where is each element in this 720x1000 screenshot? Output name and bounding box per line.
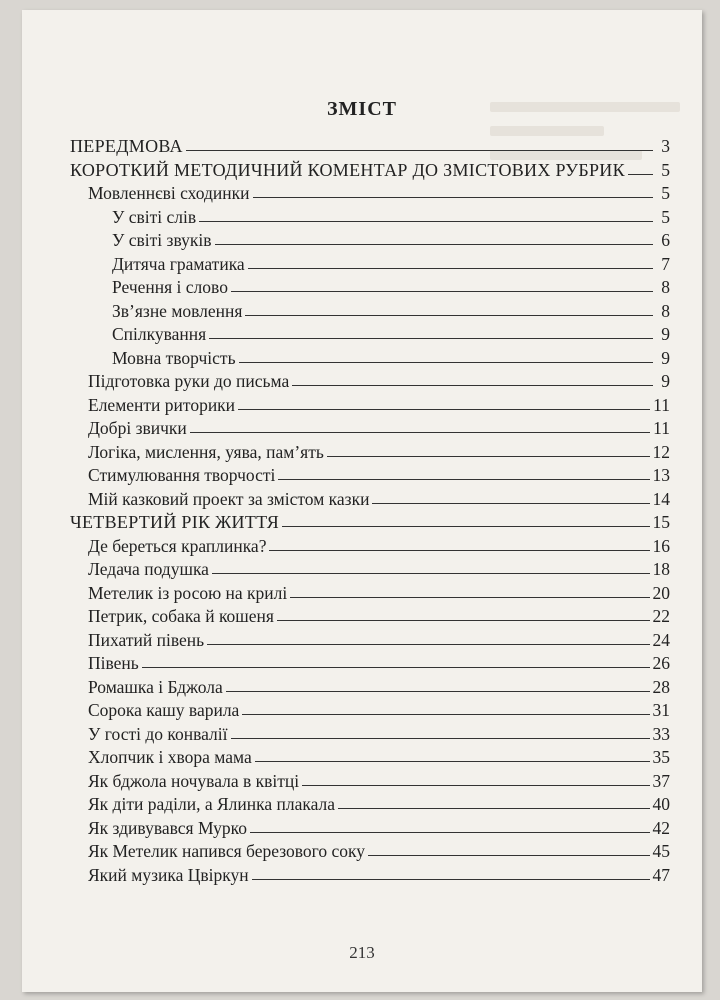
toc-leader-line — [239, 348, 653, 363]
toc-leader-line — [290, 583, 649, 598]
toc-entry — [70, 207, 670, 229]
toc-leader-line — [282, 512, 649, 527]
toc-entry — [70, 254, 670, 276]
toc-leader-line — [207, 630, 649, 645]
toc-entry-title: КОРОТКИЙ МЕТОДИЧНИЙ КОМЕНТАР ДО ЗМІСТОВИХ РУБРИК — [70, 159, 625, 180]
toc-entry-title: Метелик із росою на крилі — [88, 582, 288, 603]
toc-entry-title: Підготовка руки до письма — [88, 371, 290, 391]
toc-entry-page: 12 — [652, 441, 670, 462]
toc-leader-line — [278, 465, 649, 480]
toc-leader-line — [231, 277, 653, 292]
toc-entry-page: 15 — [652, 512, 670, 532]
toc-entry — [70, 536, 670, 558]
toc-leader-line — [215, 230, 654, 245]
toc-leader-line — [238, 395, 650, 410]
book-page — [22, 10, 702, 992]
toc-entry-page: 37 — [652, 770, 670, 791]
toc-entry-page: 3 — [661, 136, 670, 156]
toc-entry-title: Який музика Цвіркун — [88, 864, 249, 885]
toc-entry-title: Петрик, собака й кошеня — [88, 606, 274, 626]
toc-entry — [70, 865, 670, 887]
toc-entry-page: 45 — [652, 841, 670, 861]
toc-leader-line — [199, 207, 653, 222]
toc-leader-line — [212, 559, 650, 574]
toc-leader-line — [190, 418, 650, 433]
toc-entry — [70, 442, 670, 464]
toc-entry-title: Мовленнєві сходинки — [88, 183, 250, 203]
toc-entry-page: 40 — [652, 794, 670, 814]
toc-entry-page: 8 — [661, 277, 670, 297]
toc-entry-page: 33 — [652, 723, 670, 744]
toc-leader-line — [292, 371, 653, 386]
toc-entry-title: У світі звуків — [112, 230, 212, 250]
toc-entry-title: Мовна творчість — [112, 347, 236, 368]
toc-entry-page: 9 — [661, 324, 670, 344]
toc-entry-title: Речення і слово — [112, 277, 228, 297]
toc-entry-page: 22 — [652, 606, 670, 626]
toc-entry-title: ПЕРЕДМОВА — [70, 136, 183, 156]
toc-entry-title: Дитяча граматика — [112, 253, 245, 274]
toc-leader-line — [248, 254, 653, 269]
toc-entry — [70, 395, 670, 417]
toc-entry — [70, 489, 670, 511]
toc-entry-title: Хлопчик і хвора мама — [88, 747, 252, 767]
toc-leader-line — [250, 818, 650, 833]
toc-entry-title: Логіка, мислення, уява, пам’ять — [88, 441, 324, 462]
toc-entry — [70, 818, 670, 840]
toc-entry — [70, 371, 670, 393]
toc-entry-title: Спілкування — [112, 324, 207, 344]
toc-entry — [70, 465, 670, 487]
toc-entry — [70, 183, 670, 205]
toc-entry — [70, 277, 670, 299]
toc-entry-page: 5 — [661, 159, 670, 180]
toc-entry-page: 5 — [661, 183, 670, 203]
toc-entry — [70, 700, 670, 722]
toc-entry-title: Сорока кашу варила — [88, 700, 240, 720]
toc-entry-title: Зв’язне мовлення — [112, 300, 243, 321]
toc-leader-line — [186, 136, 653, 151]
toc-entry — [70, 771, 670, 793]
toc-entry — [70, 136, 670, 158]
toc-entry — [70, 630, 670, 652]
toc-entry-page: 8 — [661, 300, 670, 321]
toc-entry-page: 16 — [652, 535, 670, 556]
toc-entry — [70, 677, 670, 699]
toc-entry-title: Стимулювання творчості — [88, 465, 276, 485]
toc-leader-line — [338, 794, 649, 809]
toc-entry-title: Ледача подушка — [88, 559, 209, 579]
toc-entry-page: 13 — [652, 465, 670, 485]
toc-entry-page: 11 — [653, 418, 670, 438]
toc-entry-title: Півень — [88, 653, 139, 673]
page-number: 213 — [349, 943, 375, 962]
toc-entry-title: Елементи риторики — [88, 394, 236, 415]
toc-entry-page: 31 — [652, 700, 670, 720]
toc-entry-page: 5 — [661, 206, 670, 227]
toc-entry-page: 18 — [652, 559, 670, 579]
toc-entry — [70, 841, 670, 863]
toc-leader-line — [372, 489, 649, 504]
toc-leader-line — [252, 865, 650, 880]
toc-entry-page: 6 — [661, 230, 670, 250]
toc-leader-line — [302, 771, 649, 786]
toc-entry-title: Як бджола ночувала в квітці — [88, 770, 300, 791]
toc-entry — [70, 301, 670, 323]
toc-entry-page: 20 — [652, 582, 670, 603]
toc-entry-title: Як Метелик напився березового соку — [88, 841, 366, 861]
toc-entry — [70, 583, 670, 605]
toc-entry — [70, 348, 670, 370]
toc-entry-page: 26 — [652, 653, 670, 673]
toc-leader-line — [231, 724, 650, 739]
toc-entry-page: 7 — [661, 253, 670, 274]
toc-entry — [70, 606, 670, 628]
toc-entry-title: Мій казковий проект за змістом казки — [88, 488, 370, 509]
toc-leader-line — [277, 606, 650, 621]
toc-entry — [70, 794, 670, 816]
toc-leader-line — [327, 442, 650, 457]
toc-entry-title: ЧЕТВЕРТИЙ РІК ЖИТТЯ — [70, 512, 280, 532]
toc-entry — [70, 324, 670, 346]
toc-entry — [70, 559, 670, 581]
toc-entry — [70, 418, 670, 440]
toc-leader-line — [242, 700, 649, 715]
toc-entry-title: Як діти раділи, а Ялинка плакала — [88, 794, 336, 814]
toc-leader-line — [255, 747, 650, 762]
toc-entry-page: 42 — [652, 817, 670, 838]
toc-leader-line — [209, 324, 653, 339]
toc-entry-page: 24 — [652, 629, 670, 650]
page-title: ЗМІСТ — [327, 98, 397, 120]
toc-entry — [70, 160, 670, 182]
toc-entry-page: 35 — [652, 747, 670, 767]
toc-leader-line — [142, 653, 650, 668]
toc-entry-title: Як здивувався Мурко — [88, 817, 247, 838]
toc-leader-line — [253, 183, 653, 198]
toc-entry-page: 47 — [652, 864, 670, 885]
toc-entry — [70, 724, 670, 746]
toc-entry-page: 9 — [661, 347, 670, 368]
toc-leader-line — [226, 677, 650, 692]
toc-entry — [70, 512, 670, 534]
toc-entry — [70, 230, 670, 252]
toc-entry-title: Добрі звички — [88, 418, 187, 438]
toc-entry-title: У гості до конвалії — [88, 723, 228, 744]
toc-entry-page: 28 — [652, 676, 670, 697]
toc-leader-line — [628, 160, 653, 175]
toc-entry-page: 14 — [652, 488, 670, 509]
toc-entry — [70, 747, 670, 769]
toc-entry-title: У світі слів — [112, 206, 197, 227]
toc-entry-page: 9 — [661, 371, 670, 391]
toc-leader-line — [269, 536, 649, 551]
toc-entry-page: 11 — [653, 394, 670, 415]
toc-entry-title: Пихатий півень — [88, 629, 205, 650]
toc-entry-title: Ромашка і Бджола — [88, 676, 223, 697]
toc-leader-line — [368, 841, 649, 856]
toc-leader-line — [245, 301, 653, 316]
toc-entry — [70, 653, 670, 675]
toc-entry-title: Де береться краплинка? — [88, 535, 267, 556]
